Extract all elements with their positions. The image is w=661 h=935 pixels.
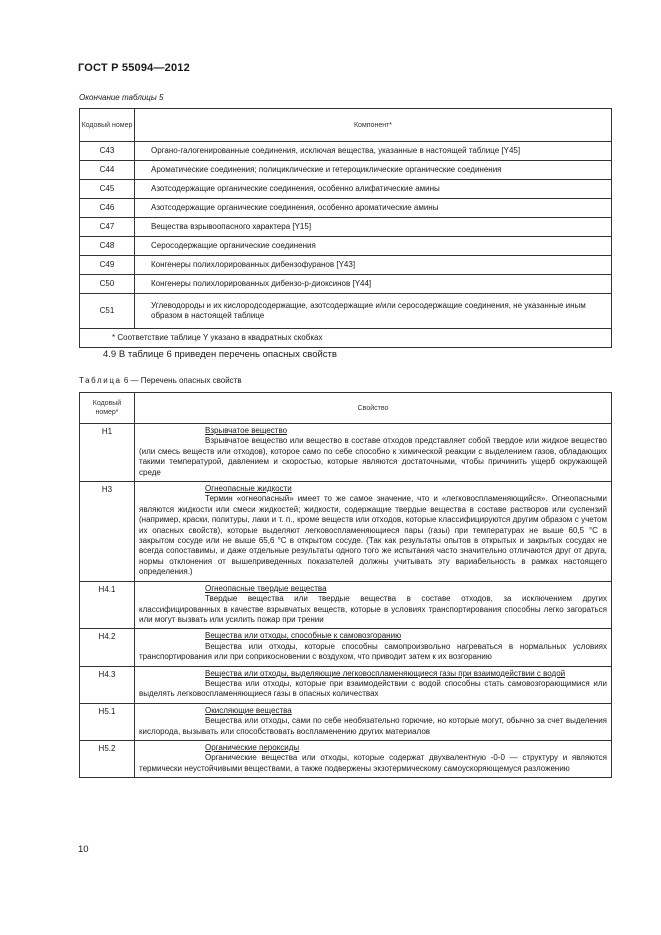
row-code: C51 <box>80 294 135 329</box>
table-row <box>80 629 612 666</box>
table-row <box>80 581 612 629</box>
property-title: Вещества или отходы, способные к самовозгоранию <box>205 631 402 641</box>
row-code: H3 <box>80 482 135 582</box>
page-number: 10 <box>78 844 89 855</box>
row-text: Органо-галогенированные соединения, исключая вещества, указанные в настоящей таблице [Y45] <box>135 142 612 161</box>
header-code: Кодовый номер <box>80 109 135 142</box>
document-standard-header: ГОСТ Р 55094—2012 <box>78 62 190 74</box>
row-code: C45 <box>80 180 135 199</box>
row-text: Азотсодержащие органические соединения, особенно ароматические амины <box>135 199 612 218</box>
row-code: H5.1 <box>80 703 135 740</box>
row-text: Углеводороды и их кислородсодержащие, азотсодержащие и/или серосодержащие соединения, не указанные иным образом в настоящей таблице <box>135 294 612 329</box>
row-content <box>135 703 612 740</box>
property-text: Вещества или отходы, которые при взаимодействии с водой способны стать самовозгорающимися или выделять легковоспламеняющиеся газы в опасных количествах <box>139 678 607 699</box>
property-text: Вещества или отходы, сами по себе необязательно горючие, но которые могут, обычно за счет выделения кислорода, вызывать или способствовать воспламенению других материалов <box>139 716 607 736</box>
table-row <box>80 703 612 740</box>
table-row <box>80 199 612 218</box>
table-row <box>80 142 612 161</box>
property-text: Вещества или отходы, которые способны самопроизвольно нагреваться в нормальных условиях транспортирования или при соприкосновении с воздухом, что приводит затем к их возгоранию <box>139 641 607 662</box>
row-code: H1 <box>80 424 135 482</box>
table-row <box>80 294 612 329</box>
row-code: C47 <box>80 218 135 237</box>
table-6 <box>79 392 612 778</box>
property-text: Твердые вещества или твердые вещества в составе отходов, за исключением других классифицированных в качестве взрывчатых веществ, которые в условиях транспортирования способны легко загораться или могут вызвать или усилить пожар при трении <box>139 594 607 624</box>
row-text: Вещества взрывоопасного характера [Y15] <box>135 218 612 237</box>
property-text: Органические вещества или отходы, которые содержат двухвалентную -0-0 — структуру и являются термически неустойчивыми веществами, а также подвержены экзотермическому самоускоряющемуся разложению <box>139 753 607 773</box>
header-component: Компонент* <box>135 109 612 142</box>
table5-caption: Окончание таблицы 5 <box>79 93 164 102</box>
header-property: Свойство <box>135 393 612 424</box>
table-header-row <box>80 393 612 424</box>
table6-caption-label: Таблица <box>79 376 122 385</box>
property-title: Окисляющие вещества <box>205 705 292 715</box>
table-row <box>80 180 612 199</box>
table-row <box>80 424 612 482</box>
row-content <box>135 581 612 629</box>
row-code: C46 <box>80 199 135 218</box>
table-row <box>80 275 612 294</box>
row-code: H5.2 <box>80 740 135 777</box>
row-code: H4.1 <box>80 581 135 629</box>
table-row <box>80 218 612 237</box>
row-text: Ароматические соединения; полициклические и гетероциклические органические соединения <box>135 161 612 180</box>
table6-caption <box>79 376 242 385</box>
property-text: Термин «огнеопасный» имеет то же самое значение, что и «легковоспламеняющийся». Огнеопасными являются жидкости или смеси жидкостей; жидкости, содержащие твердые вещества в составе растворов или суспензий (например, краски, политуры, лаки и т. п., кроме веществ или отходов, которые классифицируются другим образом с учетом их опасных свойств), которые выделяют легковоспламеняющиеся пары (газы) при температурах не выше 60,5 °С в закрытом сосуде или не выше 65,6 °С в открытом сосуде. (Так как результаты опытов в открытых и закрытых сосудах не всегда сопоставимы, и даже отдельные результаты одного того же испытания часто значительно отличаются друг от друга, нормы отклонения от вышеприведенных показателей должны учитывать эту вариабельность в рамках настоящего определения.) <box>139 494 607 577</box>
row-content <box>135 666 612 703</box>
row-content <box>135 482 612 582</box>
row-text: Конгенеры полихлорированных дибензофуранов [Y43] <box>135 256 612 275</box>
property-title: Органические пероксиды <box>205 742 300 752</box>
section-4-9-paragraph: 4.9 В таблице 6 приведен перечень опасных свойств <box>103 349 337 360</box>
property-text: Взрывчатое вещество или вещество в составе отходов представляет собой твердое или жидкое вещество (или смесь веществ или отходов), которое само по себе способно к химической реакции с выделением газов, обладающих такими температурой, давлением и скоростью, которые являются достаточными, чтобы причинить ущерб окружающей среде <box>139 436 607 477</box>
row-content <box>135 740 612 777</box>
table-row <box>80 482 612 582</box>
property-title: Огнеопасные твердые вещества <box>205 583 327 593</box>
row-code: H4.2 <box>80 629 135 666</box>
row-text: Серосодержащие органические соединения <box>135 237 612 256</box>
table5-footnote: * Соответствие таблице Y указано в квадратных скобках <box>80 329 612 348</box>
table-row <box>80 161 612 180</box>
row-text: Конгенеры полихлорированных дибензо-р-диоксинов [Y44] <box>135 275 612 294</box>
row-content <box>135 424 612 482</box>
table-row <box>80 256 612 275</box>
table-5 <box>79 108 612 348</box>
property-title: Вещества или отходы, выделяющие легковоспламеняющиеся газы при взаимодействии с водой <box>205 668 566 678</box>
property-title: Взрывчатое вещество <box>205 426 288 435</box>
header-code: Кодовый номер* <box>80 393 135 424</box>
row-content <box>135 629 612 666</box>
table-row <box>80 740 612 777</box>
property-title: Огнеопасные жидкости <box>205 484 292 494</box>
table6-caption-text: 6 — Перечень опасных свойств <box>123 376 242 385</box>
row-code: C48 <box>80 237 135 256</box>
row-code: C43 <box>80 142 135 161</box>
table-row <box>80 237 612 256</box>
row-code: C49 <box>80 256 135 275</box>
table-row <box>80 666 612 703</box>
row-code: H4.3 <box>80 666 135 703</box>
row-code: C44 <box>80 161 135 180</box>
table-note-row <box>80 329 612 348</box>
row-text: Азотсодержащие органические соединения, особенно алифатические амины <box>135 180 612 199</box>
table-header-row <box>80 109 612 142</box>
row-code: C50 <box>80 275 135 294</box>
